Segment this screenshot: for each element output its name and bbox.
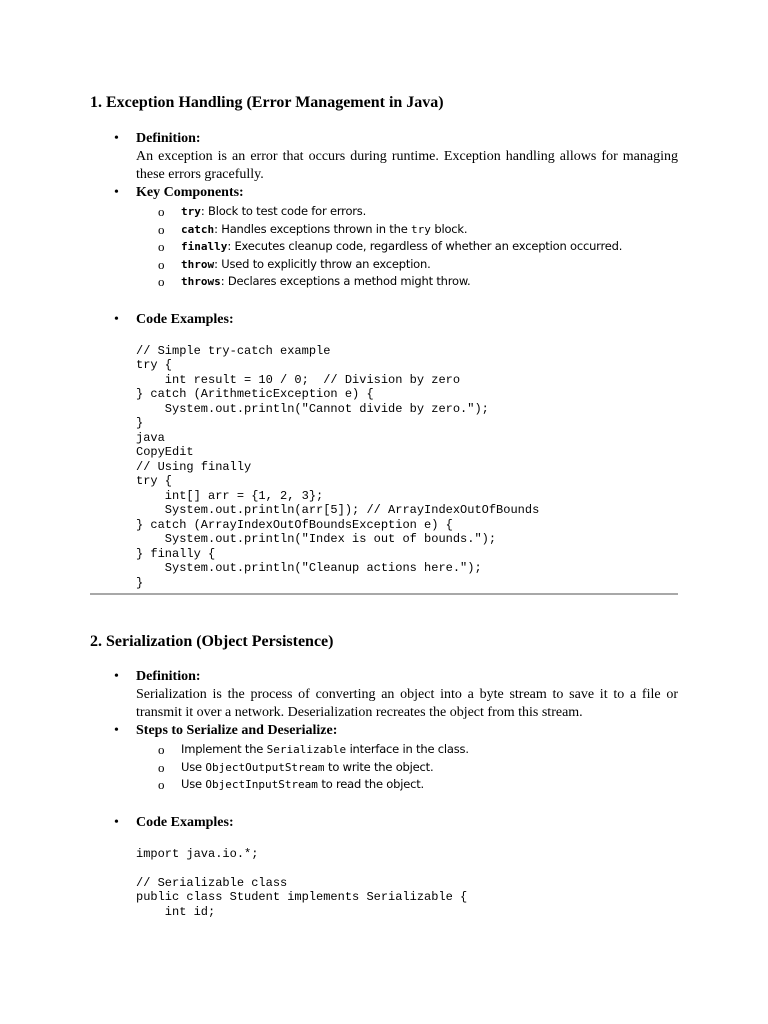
component-desc-tail: block. [430, 221, 468, 236]
key-components-list [136, 203, 678, 291]
key-components-item [90, 184, 678, 291]
keyword: try [181, 205, 201, 218]
inline-code: ObjectOutputStream [205, 760, 325, 774]
definition-label: • Definition: [136, 669, 201, 684]
code-block-serialization: import java.io.*; // Serializable class public class Student implements Serializable { int id; [136, 846, 468, 919]
step-text-tail: interface in the class. [346, 742, 469, 756]
step-item [136, 741, 678, 759]
steps-list [136, 741, 678, 794]
component-desc: : Handles exceptions thrown in the [214, 221, 412, 236]
inline-code: try [411, 222, 431, 236]
step-text: Use [181, 777, 206, 792]
inline-code: ObjectInputStream [205, 778, 318, 792]
keyword: catch [181, 222, 215, 236]
definition-item [90, 130, 678, 184]
section1-bullet-list [90, 130, 678, 291]
code-examples-label: • Code Examples: [136, 311, 234, 327]
component-desc: : Block to test code for errors. [200, 204, 367, 218]
component-item-catch [136, 221, 678, 239]
keyword: throws [181, 275, 221, 289]
step-item [136, 759, 678, 777]
step-text-tail: to read the object. [317, 777, 424, 792]
component-item-throws [136, 273, 678, 291]
definition-text: Serialization is the process of converting an object into a byte stream to save it to a file or transmit it over a network. Deserialization recreates the object from this stream. [136, 687, 678, 720]
step-item [136, 776, 678, 794]
code-examples-label: • Code Examples: [136, 814, 234, 830]
steps-item [90, 722, 678, 794]
section-heading-exception-handling: 1. Exception Handling (Error Management in Java) [90, 94, 444, 111]
keyword: throw [181, 257, 215, 271]
inline-code: Serializable [266, 743, 347, 756]
component-item-throw [136, 256, 678, 274]
component-item-try [136, 203, 678, 221]
component-desc: : Used to explicitly throw an exception. [214, 256, 431, 271]
component-item-finally [136, 238, 678, 256]
definition-label: • Definition: [136, 131, 201, 146]
document-page-section2 [90, 631, 678, 919]
definition-item [90, 668, 678, 722]
code-examples-item [90, 814, 678, 832]
steps-label: • Steps to Serialize and Deserialize: [136, 723, 338, 738]
component-desc: : Executes cleanup code, regardless of whether an exception occurred. [227, 239, 623, 254]
step-text: Implement the [181, 742, 267, 756]
key-components-label: • Key Components: [136, 185, 244, 200]
step-text: Use [181, 759, 206, 774]
section-heading-serialization: 2. Serialization (Object Persistence) [90, 633, 334, 650]
section2-bullet-list [90, 668, 678, 794]
code-block-exception: // Simple try-catch example try { int result = 10 / 0; // Division by zero } catch (ArithmeticException e) { System.out.println("Cannot divide by zero."); } java CopyEdit // Using finally try { int[] arr = {1, 2, 3}; System.out.println(arr[5]); // ArrayIndexOutOfBounds } catch (ArrayIndexOutOfBoundsException e) { System.out.println("Index is out of bounds."); } finally { System.out.println("Cleanup actions here."); } [136, 343, 540, 590]
section-divider [90, 593, 678, 595]
step-text-tail: to write the object. [324, 759, 434, 774]
code-examples-list [90, 814, 678, 832]
keyword: finally [181, 240, 228, 254]
component-desc: : Declares exceptions a method might throw. [220, 274, 471, 289]
code-examples-item [90, 311, 678, 329]
code-examples-list [90, 311, 678, 329]
document-page [90, 92, 678, 590]
definition-text: An exception is an error that occurs during runtime. Exception handling allows for managing these errors gracefully. [136, 149, 678, 182]
